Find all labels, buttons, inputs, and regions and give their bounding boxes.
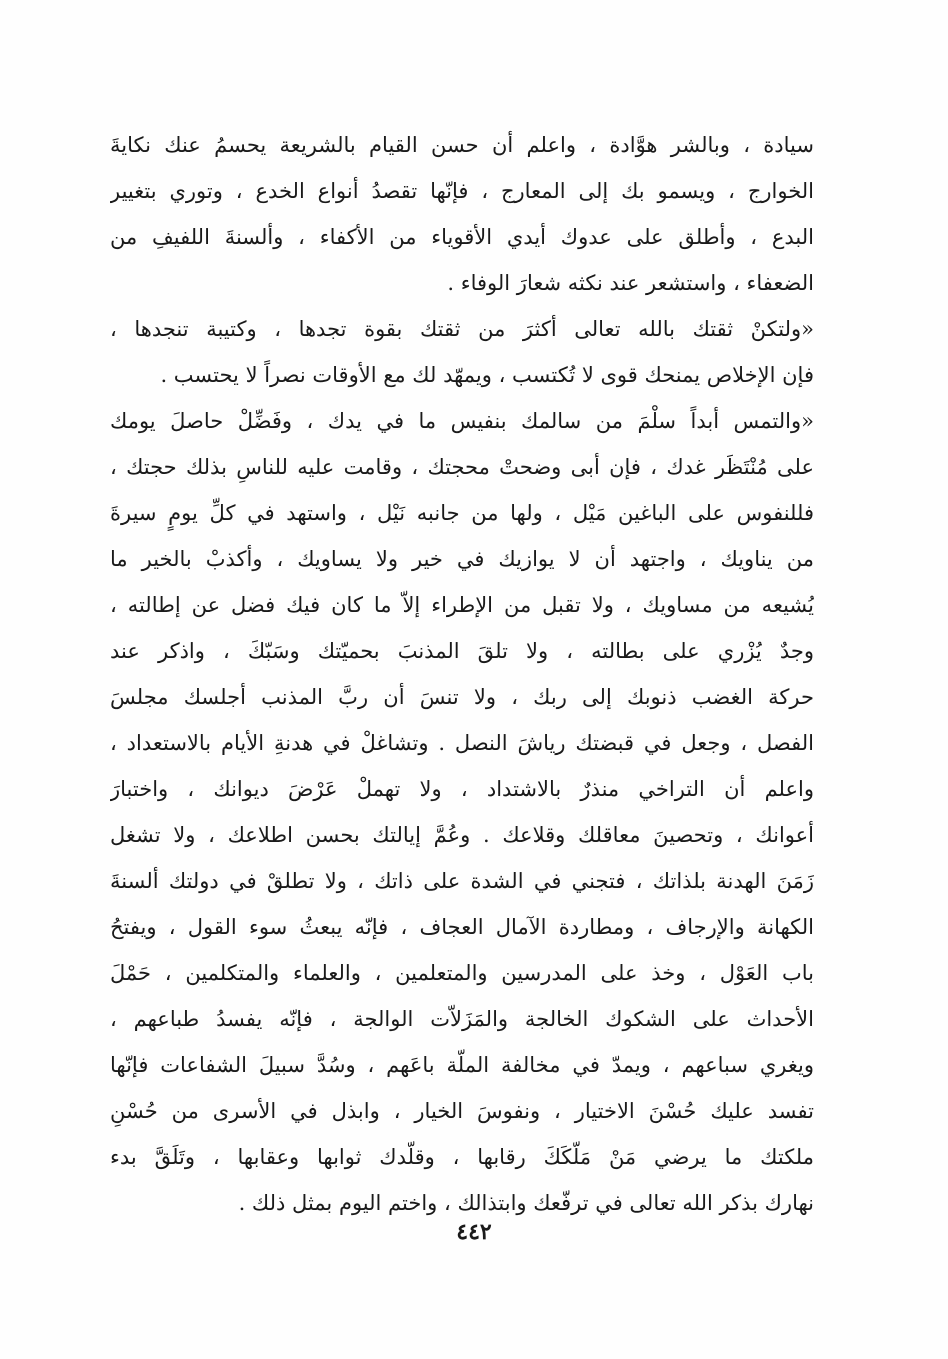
text-line: يُشيعه من مساويك ، ولا تقبل من الإطراء إلاّ ما كان فيك فضل عن إطالته ، [110, 593, 814, 617]
text-line: أعوانك ، وتحصينَ معاقلك وقلاعك . وعُمَّ إيالتك بحسن اطلاعك ، ولا تشغل [110, 823, 814, 847]
text-line: باب العَوْل ، وخذ على المدرسين والمتعلمين ، والعلماء والمتكلمين ، حَمْلَ [110, 961, 814, 985]
text-line: ويغري سباعهم ، ويمدّ في مخالفة الملّة باعَهم ، وسُدَّ سبيلَ الشفاعات فإنّها [110, 1053, 814, 1077]
text-line: الكهانة والإرجاف ، ومطاردة الآمال العجاف ، فإنّه يبعثُ سوء القول ، ويفتحُ [110, 915, 814, 939]
text-line: «والتمس أبداً سلْمَ من سالمك بنفيس ما في يدك ، وفَضِّلْ حاصلَ يومك [110, 409, 814, 433]
text-line: تفسد عليك حُسْنَ الاختيار ، ونفوسَ الخيار ، وابذل في الأسرى من حُسْنِ [110, 1099, 814, 1123]
text-line: سيادة ، وبالشر هوَّادة ، واعلم أن حسن القيام بالشريعة يحسمُ عنك نكايةَ [110, 133, 814, 157]
text-line: «ولتكنْ ثقتك بالله تعالى أكثرَ من ثقتك بقوة تجدها ، وكتيبة تنجدها ، [110, 317, 814, 341]
text-line: حركة الغضب ذنوبك إلى ربك ، ولا تنسَ أن ربَّ المذنب أجلسك مجلسَ [110, 685, 814, 709]
text-line: من يناويك ، واجتهد أن لا يوازيك في خير ولا يساويك ، وأكذبْ بالخير ما [110, 547, 814, 571]
text-line: على مُنْتَظَر غدك ، فإن أبى وضحتْ محجتك ، وقامت عليه للناسِ بذلك حجتك ، [110, 455, 814, 479]
text-line: فللنفوس على الباغين مَيْل ، ولها من جانبه نَيْل ، واستهد في كلِّ يومٍ سيرةَ [110, 501, 814, 525]
text-line: وجدٌ يُزْري على بطالته ، ولا تلقَ المذنبَ بحميّتك وسَبّكَ ، واذكر عند [110, 639, 814, 663]
text-line: الأحداث على الشكوك الخالجة والمَزَلاّت الوالجة ، فإنّه يفسدُ طباعهم ، [110, 1007, 814, 1031]
text-line: نهارك بذكر الله تعالى في ترفّعك وابتذالك ، واختم اليوم بمثل ذلك . [238, 1191, 814, 1215]
page-number: ٤٤٢ [456, 1219, 492, 1245]
text-line: الفصل ، وجعل في قبضتك رياشَ النصل . وتشاغلْ في هدنةِ الأيام بالاستعداد ، [110, 731, 814, 755]
text-line: واعلم أن التراخي منذرٌ بالاشتداد ، ولا تهملْ عَرْضَ ديوانك ، واختبارَ [110, 777, 814, 801]
body-text [110, 122, 814, 1226]
text-line: الضعفاء ، واستشعر عند نكثه شعارَ الوفاء . [447, 271, 814, 295]
text-line: البدع ، وأطلق على عدوك أيدي الأقوياء من الأكفاء ، وألسنةَ اللفيفِ من [110, 225, 814, 249]
text-line: فإن الإخلاص يمنحك قوى لا تُكتسب ، ويمهّد لك مع الأوقات نصراً لا يحتسب . [160, 363, 814, 387]
text-line: الخوارج ، ويسمو بك إلى المعارج ، فإنّها تقصدُ أنواع الخدع ، وتوري بتغيير [110, 179, 814, 203]
text-line: زَمَنَ الهدنة بلذاتك ، فتجني في الشدة على ذاتك ، ولا تطلقْ في دولتك ألسنةَ [110, 869, 814, 893]
text-line: ملكتك ما يرضي مَنْ مَلّكَكَ رقابها ، وقلّدك ثوابها وعقابها ، وتَلَقَّ بدء [110, 1145, 814, 1169]
